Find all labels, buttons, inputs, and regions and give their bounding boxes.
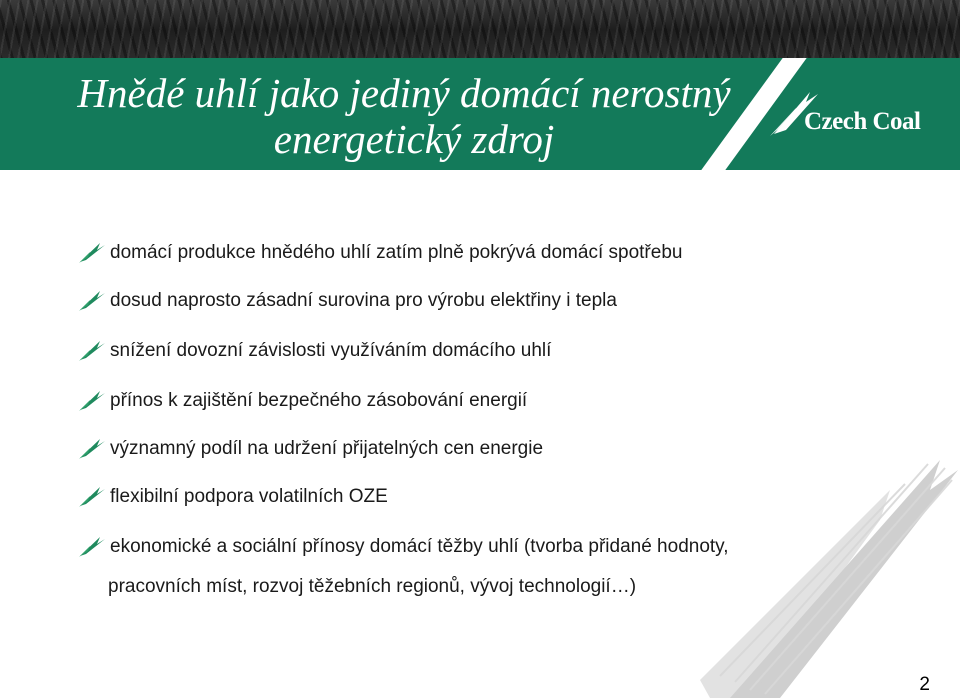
list-item-text: významný podíl na udržení přijatelných cen energie	[110, 438, 544, 459]
decorative-brushstroke-graphic	[690, 450, 960, 698]
slide-title-line1: Hnědé uhlí jako jediný domácí nerostný	[77, 70, 731, 116]
list-item-continuation: pracovních míst, rozvoj těžebních regionů, vývoj technologií…)	[108, 576, 637, 597]
green-brushstroke-icon	[78, 436, 106, 460]
list-item-text: dosud naprosto zásadní surovina pro výrobu elektřiny i tepla	[110, 290, 617, 311]
list-item-text: flexibilní podpora volatilních OZE	[110, 486, 388, 507]
green-brushstroke-icon	[78, 288, 106, 312]
list-item-text: domácí produkce hnědého uhlí zatím plně pokrývá domácí spotřebu	[110, 242, 683, 263]
list-item-text: snížení dovozní závislosti využíváním domácího uhlí	[110, 340, 552, 361]
green-brushstroke-icon	[78, 240, 106, 264]
list-item-text: ekonomické a sociální přínosy domácí těžby uhlí (tvorba přidané hodnoty,	[110, 536, 729, 557]
list-item-text: přínos k zajištění bezpečného zásobování energií	[110, 390, 528, 411]
logo-text: Czech Coal	[804, 108, 921, 135]
page-number: 2	[919, 674, 930, 695]
green-brushstroke-icon	[78, 534, 106, 558]
green-brushstroke-icon	[78, 338, 106, 362]
green-brushstroke-icon	[78, 388, 106, 412]
slide-title-line2: energetický zdroj	[273, 116, 555, 162]
green-brushstroke-icon	[78, 484, 106, 508]
